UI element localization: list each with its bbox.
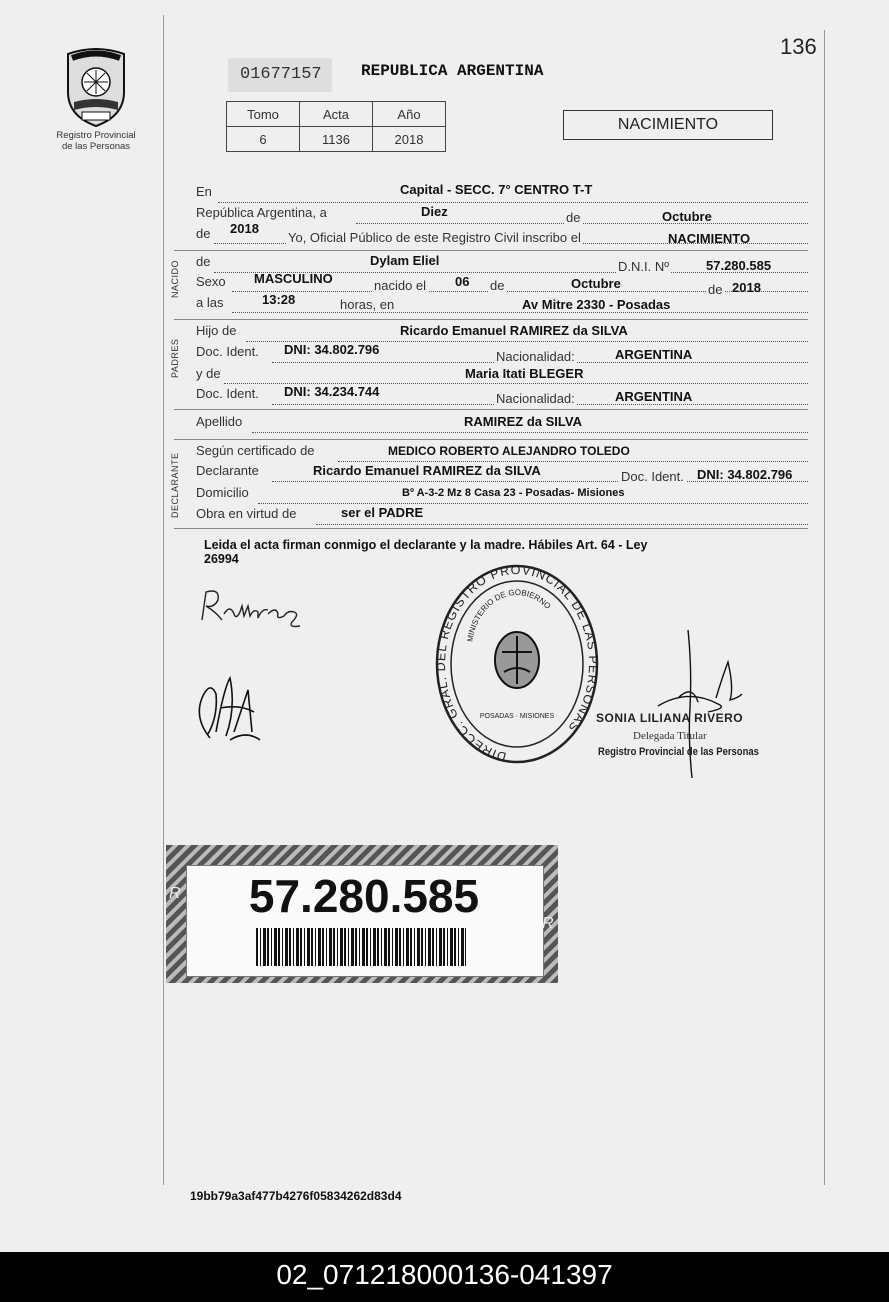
side-label-nacido: NACIDO	[170, 259, 180, 298]
value-hora: 13:28	[262, 292, 296, 307]
value-padre: Ricardo Emanuel RAMIREZ da SILVA	[400, 323, 628, 338]
value-madre-nac: ARGENTINA	[615, 389, 693, 404]
label-de-nombre: de	[196, 254, 211, 269]
label-doc-padre: Doc. Ident.	[196, 344, 259, 359]
label-declarante: Declarante	[196, 463, 259, 478]
label-nacionalidad-padre: Nacionalidad:	[496, 349, 575, 364]
registrar-office: Registro Provincial de las Personas	[598, 746, 759, 758]
separator-5	[174, 528, 808, 529]
page-number: 136	[780, 34, 817, 59]
value-declarante-doc: DNI: 34.802.796	[697, 467, 793, 482]
label-de-nac-anio: de	[708, 282, 723, 297]
value-nac-dia: 06	[455, 274, 470, 289]
table-value-tomo: 6	[227, 127, 300, 152]
label-y-de: y de	[196, 366, 221, 381]
label-dni: D.N.I. Nº	[618, 259, 669, 274]
value-dni: 57.280.585	[706, 258, 772, 273]
handwritten-signature-2	[190, 668, 270, 753]
tomo-acta-anio-table	[226, 101, 446, 152]
line-en	[218, 202, 808, 203]
table-value-acta: 1136	[300, 127, 373, 152]
line-apellido	[252, 432, 808, 433]
label-a-las: a las	[196, 295, 224, 310]
stamp-bottom-text: POSADAS · MISIONES	[479, 713, 555, 720]
serial-number: 01677157	[240, 65, 322, 84]
value-apellido: RAMIREZ da SILVA	[464, 414, 582, 429]
table-header-acta: Acta	[300, 102, 373, 127]
value-mes: Octubre	[662, 209, 712, 224]
province-logo	[62, 44, 130, 128]
label-yo: Yo, Oficial Público de este Registro Civil inscribo el	[288, 230, 581, 245]
line-hora	[232, 312, 808, 313]
value-sexo: MASCULINO	[254, 271, 333, 286]
value-domicilio: Bº A-3-2 Mz 8 Casa 23 - Posadas- Misiones	[402, 487, 625, 499]
label-domicilio: Domicilio	[196, 485, 249, 500]
separator-4	[174, 439, 808, 440]
value-lugar-nac: Av Mitre 2330 - Posadas	[522, 297, 671, 312]
logo-caption-line-2: de las Personas	[61, 141, 131, 152]
label-de-nac-mes: de	[490, 278, 505, 293]
label-nacido-el: nacido el	[374, 278, 427, 293]
barcode-pattern-letter-right: R	[542, 915, 554, 932]
barcode-pattern-letter-left: R	[169, 885, 181, 902]
registrar-title: Delegada Titular	[633, 730, 707, 742]
registrar-name: SONIA LILIANA RIVERO	[596, 711, 744, 725]
line-certificado	[338, 461, 808, 462]
value-acto: NACIMIENTO	[668, 231, 751, 246]
side-label-declarante: DECLARANTE	[170, 452, 180, 518]
act-type-box: NACIMIENTO	[563, 110, 773, 140]
label-segun: Según certificado de	[196, 443, 315, 458]
side-label-padres: PADRES	[170, 338, 180, 378]
stamp-outer-text: DIRECC. GRAL. DEL REGISTRO PROVINCIAL DE LAS PERSONAS	[433, 562, 601, 764]
value-obra: ser el PADRE	[341, 505, 424, 520]
footer-bar	[0, 1252, 889, 1302]
file-id: 02_071218000136-041397	[276, 1259, 613, 1290]
value-lugar: Capital - SECC. 7° CENTRO T-T	[400, 182, 593, 197]
handwritten-signature-1	[196, 584, 316, 639]
value-dia: Diez	[421, 204, 448, 219]
table-value-anio: 2018	[373, 127, 446, 152]
label-apellido: Apellido	[196, 414, 243, 429]
label-horas-en: horas, en	[340, 297, 395, 312]
separator-3	[174, 409, 808, 410]
label-obra: Obra en virtud de	[196, 506, 297, 521]
value-declarante: Ricardo Emanuel RAMIREZ da SILVA	[313, 463, 541, 478]
label-de-mes: de	[566, 210, 581, 225]
value-padre-doc: DNI: 34.802.796	[284, 342, 380, 357]
document-hash: 19bb79a3af477b4276f05834262d83d4	[190, 1189, 402, 1203]
value-madre: Maria Itati BLEGER	[465, 366, 584, 381]
label-hijo-de: Hijo de	[196, 323, 237, 338]
country-title: REPUBLICA ARGENTINA	[361, 62, 544, 80]
label-doc-madre: Doc. Ident.	[196, 386, 259, 401]
registrar-signature	[648, 628, 748, 783]
separator-1	[174, 250, 808, 251]
label-republica: República Argentina, a	[196, 205, 327, 220]
logo-caption-line-1: Registro Provincial	[56, 130, 136, 141]
closing-line-2: 26994	[204, 552, 239, 566]
label-sexo: Sexo	[196, 274, 226, 289]
closing-line-1: Leida el acta firman conmigo el declarante y la madre. Hábiles Art. 64 - Ley	[204, 538, 648, 552]
line-obra	[316, 524, 808, 525]
stamp-inner-text: MINISTERIO DE GOBIERNO	[465, 587, 553, 643]
value-padre-nac: ARGENTINA	[615, 347, 693, 362]
label-doc-declarante: Doc. Ident.	[621, 469, 684, 484]
barcode-bars	[256, 928, 466, 966]
value-nombre: Dylam Eliel	[370, 253, 440, 268]
official-stamp	[432, 560, 602, 773]
label-de-anio: de	[196, 226, 211, 241]
value-madre-doc: DNI: 34.234.744	[284, 384, 380, 399]
table-header-tomo: Tomo	[227, 102, 300, 127]
value-certificado: MEDICO ROBERTO ALEJANDRO TOLEDO	[388, 444, 630, 458]
right-margin-line	[824, 30, 825, 1185]
line-domicilio	[258, 503, 808, 504]
value-anio: 2018	[230, 221, 259, 236]
label-nacionalidad-madre: Nacionalidad:	[496, 391, 575, 406]
logo-caption	[40, 130, 152, 152]
barcode-number: 57.280.585	[248, 870, 480, 922]
barcode-label	[166, 845, 558, 983]
left-margin-line	[163, 15, 164, 1185]
table-header-anio: Año	[373, 102, 446, 127]
value-nac-anio: 2018	[732, 280, 761, 295]
separator-2	[174, 319, 808, 320]
value-nac-mes: Octubre	[571, 276, 621, 291]
label-en: En	[196, 184, 212, 199]
